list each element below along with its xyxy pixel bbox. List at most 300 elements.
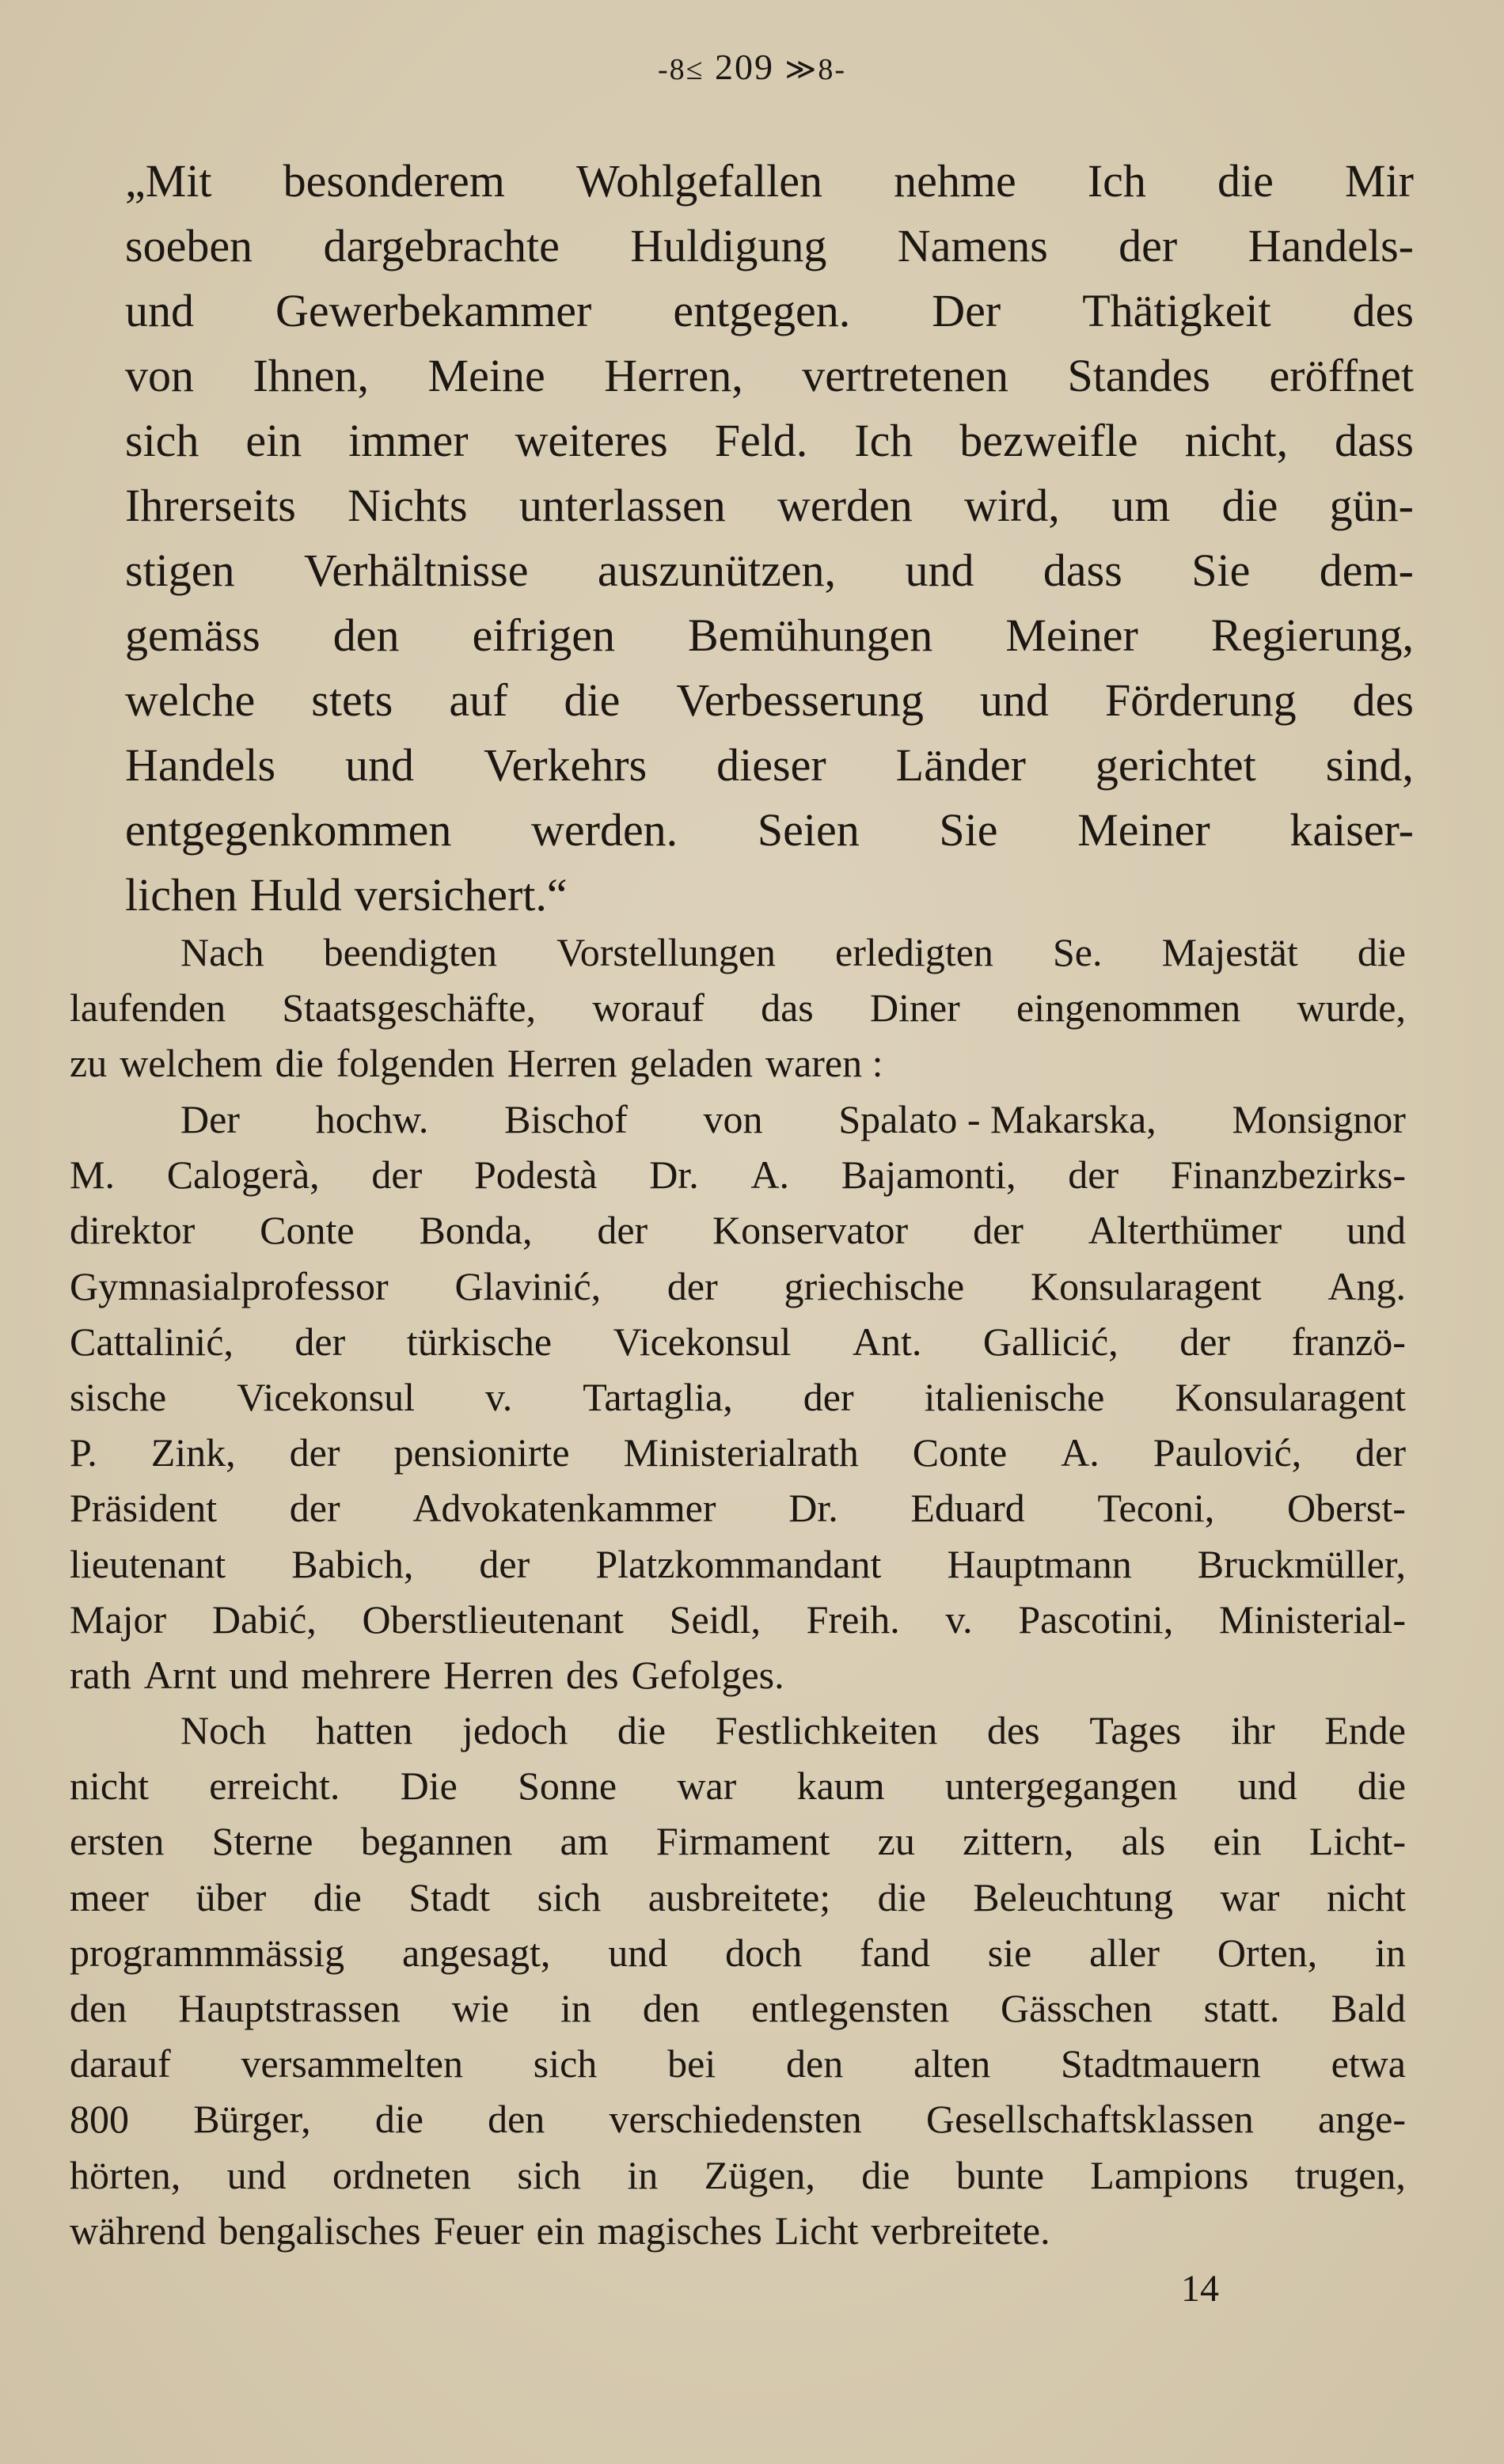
ornament-left: -8≤ <box>658 53 705 86</box>
word: in <box>627 2152 659 2197</box>
text-line <box>125 538 1414 603</box>
word: verbreitete. <box>871 2208 1050 2253</box>
word: immer <box>348 415 469 466</box>
word: eingenommen <box>1016 985 1241 1031</box>
text-line <box>70 2091 1406 2147</box>
word: M. <box>70 1152 115 1198</box>
word: Alterthümer <box>1088 1208 1282 1253</box>
word: Freih. <box>806 1596 900 1642</box>
word: meer <box>70 1874 149 1919</box>
word: Festlichkeiten <box>715 1708 938 1752</box>
word: Hauptstrassen <box>178 1985 401 2030</box>
word: Tages <box>1089 1708 1182 1752</box>
word: der <box>371 1152 423 1198</box>
text-line <box>125 863 1414 928</box>
word: darauf <box>70 2041 171 2086</box>
word: griechische <box>784 1263 965 1308</box>
word: Stadt <box>408 1874 491 1919</box>
word: zittern, <box>963 1819 1074 1864</box>
word: begannen <box>360 1819 513 1864</box>
text-line <box>70 2147 1406 2203</box>
text-line <box>125 603 1414 668</box>
word: Konsularagent <box>1031 1263 1262 1308</box>
word: Der <box>932 285 1001 336</box>
word: v. <box>485 1374 513 1419</box>
word: die <box>275 1041 324 1086</box>
word: Nach <box>180 930 264 974</box>
word: v. <box>945 1596 973 1642</box>
word: statt. <box>1203 1985 1280 2030</box>
word: von <box>703 1097 763 1141</box>
word: angesagt, <box>402 1930 551 1975</box>
word: Gefolges. <box>631 1652 784 1697</box>
word: stets <box>311 674 393 726</box>
text-line <box>70 1314 1406 1369</box>
word: Glavinić, <box>454 1263 602 1308</box>
text-line <box>70 924 1406 980</box>
word: 800 <box>70 2097 129 2142</box>
word: Conte <box>260 1208 355 1253</box>
word: Huldigung <box>630 220 827 271</box>
word: zu <box>877 1819 915 1864</box>
text-line <box>70 1480 1406 1536</box>
word: Diner <box>869 985 960 1031</box>
word: fand <box>860 1930 930 1975</box>
word: die <box>617 1708 667 1752</box>
word: unterlassen <box>518 480 726 531</box>
text-line <box>70 1147 1406 1202</box>
word: der <box>1068 1152 1119 1198</box>
word: nicht <box>70 1764 149 1809</box>
word: dass <box>1335 415 1414 466</box>
word: Orten, <box>1217 1930 1318 1975</box>
word: Gesellschaftsklassen <box>925 2097 1254 2142</box>
word: der <box>1119 220 1178 271</box>
word: die <box>1357 930 1406 974</box>
word: Ihrerseits <box>125 480 296 531</box>
word: welche <box>125 674 256 726</box>
word: waren : <box>765 1041 883 1086</box>
word: pensionirte <box>393 1430 570 1475</box>
text-line <box>70 1202 1406 1258</box>
text-line <box>70 1035 1406 1091</box>
word: die <box>877 1874 926 1919</box>
word: wurde, <box>1297 985 1406 1031</box>
text-line <box>70 1259 1406 1314</box>
word: Gewerbekammer <box>275 285 592 336</box>
word: Conte <box>912 1430 1008 1475</box>
word: besonderem <box>283 155 505 207</box>
word: ange- <box>1317 2097 1406 2142</box>
text-line <box>70 1758 1406 1813</box>
word: den <box>332 609 400 661</box>
word: Handels- <box>1248 220 1414 271</box>
word: Monsignor <box>1232 1097 1406 1141</box>
word: Oberstlieutenant <box>362 1596 624 1642</box>
word: Lampions <box>1090 2152 1249 2197</box>
word: von <box>125 350 194 401</box>
word: über <box>196 1874 267 1919</box>
word: Ich <box>854 415 913 466</box>
word: erreicht. <box>209 1764 340 1809</box>
word: Babich, <box>291 1541 414 1586</box>
word: direktor <box>70 1208 196 1253</box>
printer-signature-mark: 14 <box>1181 2268 1219 2310</box>
word: den <box>70 1985 127 2030</box>
word: laufenden <box>70 985 226 1031</box>
word: Seidl, <box>669 1596 761 1642</box>
word: kaiser- <box>1289 804 1414 856</box>
text-line <box>70 1647 1406 1703</box>
word: entgegenkommen <box>125 804 452 856</box>
word: Verkehrs <box>484 739 648 791</box>
word: Bemühungen <box>687 609 933 661</box>
word: rath <box>70 1652 131 1697</box>
word: Vicekonsul <box>237 1374 415 1419</box>
word: Gallicić, <box>982 1319 1119 1364</box>
word: Standes <box>1067 350 1210 401</box>
word: Eduard <box>910 1486 1025 1531</box>
word: Nichts <box>348 480 468 531</box>
word: Länder <box>895 739 1026 791</box>
text-line <box>125 668 1414 733</box>
word: wie <box>451 1985 509 2030</box>
word: Förderung <box>1104 674 1297 726</box>
word: bei <box>667 2041 716 2086</box>
word: Meiner <box>1077 804 1210 856</box>
word: und <box>979 674 1049 726</box>
text-line <box>125 279 1414 344</box>
word: ersten <box>70 1819 165 1864</box>
word: Zink, <box>150 1430 236 1475</box>
word: sich <box>517 2152 581 2197</box>
word: Tartaglia, <box>583 1374 733 1419</box>
word: Bald <box>1331 1985 1406 2030</box>
word: Ich <box>1087 155 1146 207</box>
word: und <box>125 285 194 336</box>
word: Arnt <box>143 1652 217 1697</box>
word: Wohlgefallen <box>576 155 822 207</box>
word: trugen, <box>1294 2152 1406 2197</box>
word: magisches <box>597 2208 762 2253</box>
word: Beleuchtung <box>973 1874 1173 1919</box>
text-line <box>125 798 1414 863</box>
word: Podestà <box>473 1152 598 1198</box>
word: Handels <box>125 739 276 791</box>
word: Dr. <box>788 1486 838 1531</box>
word: beendigten <box>323 930 497 974</box>
word: alten <box>913 2041 991 2086</box>
word: Advokatenkammer <box>412 1486 716 1531</box>
word: versichert.“ <box>354 869 568 921</box>
word: Regierung, <box>1210 609 1414 661</box>
word: und <box>345 739 415 791</box>
word: des <box>986 1708 1040 1752</box>
text-line <box>125 149 1414 214</box>
word: untergegangen <box>944 1764 1178 1809</box>
word: sich <box>125 415 199 466</box>
word: am <box>560 1819 609 1864</box>
paragraph-guest-list <box>70 1092 1406 1703</box>
word: Meine <box>427 350 545 401</box>
word: verschiedensten <box>609 2097 862 2142</box>
word: um <box>1111 480 1171 531</box>
word: doch <box>725 1930 803 1975</box>
text-line <box>70 1870 1406 1925</box>
word: Licht- <box>1308 1819 1406 1864</box>
word: Ant. <box>852 1319 922 1364</box>
text-line <box>70 1092 1406 1147</box>
word: Vicekonsul <box>613 1319 792 1364</box>
text-line <box>125 344 1414 408</box>
word: Feld. <box>714 415 808 466</box>
text-line <box>70 1703 1406 1758</box>
word: entgegen. <box>673 285 851 336</box>
word: nicht, <box>1184 415 1289 466</box>
word: mehrere <box>301 1652 431 1697</box>
word: Die <box>400 1764 458 1809</box>
word: der <box>294 1319 346 1364</box>
word: Verhältnisse <box>303 545 529 596</box>
word: als <box>1121 1819 1166 1864</box>
word: eröffnet <box>1269 350 1414 401</box>
word: weiteres <box>515 415 668 466</box>
word: Licht <box>774 2208 859 2253</box>
word: die <box>564 674 621 726</box>
word: sich <box>537 1874 602 1919</box>
word: ein <box>245 415 302 466</box>
word: gün- <box>1329 480 1414 531</box>
word: Staatsgeschäfte, <box>282 985 537 1031</box>
word: Noch <box>180 1708 267 1752</box>
word: kaum <box>796 1764 885 1809</box>
word: und <box>905 545 974 596</box>
word: Herren <box>507 1041 617 1086</box>
word: Präsident <box>70 1486 218 1531</box>
word: der <box>289 1430 340 1475</box>
word: gemäss <box>125 609 260 661</box>
word: ausbreitete; <box>648 1874 831 1919</box>
word: Konservator <box>712 1208 909 1253</box>
word: Pascotini, <box>1018 1596 1174 1642</box>
word: Bajamonti, <box>841 1152 1016 1198</box>
word: ein <box>536 2208 585 2253</box>
word: Major <box>70 1596 167 1642</box>
word: Spalato - Makarska, <box>838 1097 1156 1141</box>
quoted-speech <box>125 149 1414 928</box>
word: nehme <box>894 155 1016 207</box>
word: in <box>560 1985 591 2030</box>
word: ihr <box>1230 1708 1275 1752</box>
word: Meiner <box>1005 609 1138 661</box>
word: der <box>597 1208 648 1253</box>
word: die <box>1221 480 1278 531</box>
word: Bischof <box>504 1097 628 1141</box>
word: die <box>1217 155 1274 207</box>
page-number: 209 <box>715 47 775 87</box>
word: programmmässig <box>70 1930 345 1975</box>
word: die <box>313 1874 362 1919</box>
word: A. <box>1061 1430 1100 1475</box>
word: Gässchen <box>1001 1985 1153 2030</box>
word: die <box>861 2152 910 2197</box>
word: dargebrachte <box>323 220 560 271</box>
word: Herren, <box>604 350 743 401</box>
word: des <box>1352 285 1414 336</box>
word: Sie <box>939 804 998 856</box>
word: hochw. <box>315 1097 429 1141</box>
word: war <box>1220 1874 1280 1919</box>
word: jedoch <box>461 1708 568 1752</box>
word: A. <box>750 1152 790 1198</box>
word: bengalisches <box>218 2208 421 2253</box>
word: der <box>1179 1319 1231 1364</box>
word: der <box>1355 1430 1406 1475</box>
word: Mir <box>1344 155 1414 207</box>
word: die <box>1357 1764 1406 1809</box>
word: Majestät <box>1161 930 1298 974</box>
word: Finanzbezirks- <box>1170 1152 1406 1198</box>
word: erledigten <box>835 930 993 974</box>
word: zu <box>70 1041 108 1086</box>
word: entlegensten <box>751 1985 949 2030</box>
word: hatten <box>316 1708 413 1752</box>
word: den <box>642 1985 701 2030</box>
word: und <box>1346 1208 1406 1253</box>
word: Bonda, <box>419 1208 533 1253</box>
word: den <box>488 2097 545 2142</box>
word: nicht <box>1326 1874 1406 1919</box>
word: auszunützen, <box>597 545 837 596</box>
word: soeben <box>125 220 253 271</box>
word: und <box>608 1930 668 1975</box>
word: der <box>289 1486 340 1531</box>
word: Sonne <box>518 1764 617 1809</box>
word: lieutenant <box>70 1541 226 1586</box>
word: sische <box>70 1374 167 1419</box>
text-line <box>70 980 1406 1035</box>
word: die <box>374 2097 423 2142</box>
word: Feuer <box>433 2208 524 2253</box>
word: Ministerialrath <box>623 1430 859 1475</box>
word: Verbesserung <box>676 674 924 726</box>
word: folgenden <box>336 1041 495 1086</box>
word: Calogerà, <box>166 1152 320 1198</box>
word: Oberst- <box>1286 1486 1406 1531</box>
word: Herren <box>443 1652 553 1697</box>
word: bezweifle <box>959 415 1138 466</box>
word: das <box>761 985 814 1031</box>
word: Ihnen, <box>253 350 370 401</box>
word: stigen <box>125 545 235 596</box>
word: Hauptmann <box>947 1541 1132 1586</box>
word: des <box>1352 674 1414 726</box>
ornament-right: ≫8- <box>784 53 846 86</box>
word: Sie <box>1191 545 1251 596</box>
text-line <box>70 1369 1406 1425</box>
word: etwa <box>1331 2041 1406 2086</box>
word: versammelten <box>241 2041 463 2086</box>
word: in <box>1375 1930 1406 1975</box>
word: sich <box>533 2041 598 2086</box>
word: und <box>1237 1764 1297 1809</box>
word: eifrigen <box>472 609 615 661</box>
word: Konsularagent <box>1175 1374 1406 1419</box>
word: Dr. <box>649 1152 699 1198</box>
word: türkische <box>406 1319 553 1364</box>
word: Ende <box>1324 1708 1406 1752</box>
word: bunte <box>955 2152 1044 2197</box>
word: der <box>479 1541 530 1586</box>
word: Dabić, <box>211 1596 317 1642</box>
word: und <box>226 2152 287 2197</box>
word: hörten, <box>70 2152 181 2197</box>
word: der <box>667 1263 718 1308</box>
text-line <box>125 214 1414 279</box>
word: Ministerial- <box>1218 1596 1406 1642</box>
word: ein <box>1213 1819 1262 1864</box>
word: Vorstellungen <box>556 930 776 974</box>
word: während <box>70 2208 207 2253</box>
text-line <box>125 473 1414 538</box>
word: dem- <box>1319 545 1414 596</box>
text-line <box>70 1980 1406 2036</box>
word: P. <box>70 1430 97 1475</box>
word: Bürger, <box>193 2097 311 2142</box>
text-line <box>125 408 1414 473</box>
text-line <box>70 1425 1406 1480</box>
word: werden. <box>531 804 678 856</box>
word: war <box>677 1764 737 1809</box>
word: Paulović, <box>1153 1430 1302 1475</box>
page-header <box>0 46 1504 88</box>
word: den <box>786 2041 844 2086</box>
word: italienische <box>924 1374 1105 1419</box>
word: Se. <box>1053 930 1103 974</box>
word: ordneten <box>332 2152 471 2197</box>
word: und <box>229 1652 289 1697</box>
word: Gymnasialprofessor <box>70 1263 389 1308</box>
word: Teconi, <box>1097 1486 1215 1531</box>
word: welchem <box>120 1041 263 1086</box>
word: Huld <box>249 869 342 921</box>
word: dieser <box>716 739 826 791</box>
paragraph-illumination <box>70 1703 1406 2258</box>
word: sind, <box>1325 739 1414 791</box>
word: Firmament <box>655 1819 830 1864</box>
word: Ang. <box>1327 1263 1406 1308</box>
word: geladen <box>629 1041 753 1086</box>
word: sie <box>987 1930 1032 1975</box>
word: der <box>973 1208 1024 1253</box>
word: Thätigkeit <box>1082 285 1271 336</box>
paragraph-audience-end <box>70 924 1406 1092</box>
word: gerichtet <box>1095 739 1256 791</box>
word: dass <box>1043 545 1122 596</box>
word: des <box>565 1652 619 1697</box>
word: Zügen, <box>704 2152 815 2197</box>
word: Namens <box>897 220 1048 271</box>
word: Bruckmüller, <box>1197 1541 1406 1586</box>
text-line <box>125 733 1414 798</box>
text-line <box>70 1536 1406 1592</box>
word: „Mit <box>125 155 212 207</box>
word: Cattalinić, <box>70 1319 234 1364</box>
text-line <box>70 1925 1406 1980</box>
word: Stadtmauern <box>1061 2041 1261 2086</box>
text-line <box>70 1592 1406 1647</box>
word: aller <box>1089 1930 1160 1975</box>
